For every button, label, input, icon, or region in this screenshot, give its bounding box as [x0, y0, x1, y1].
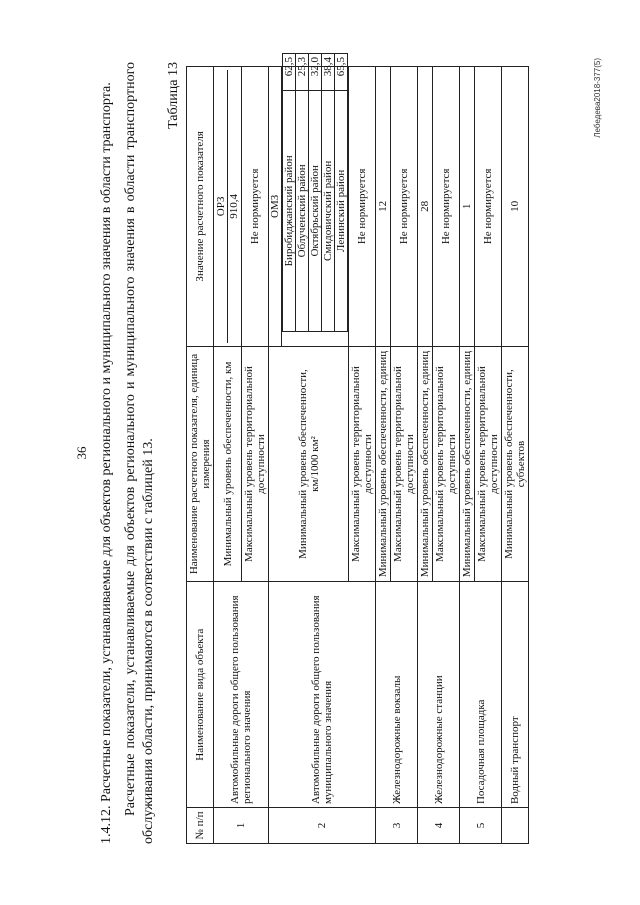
district-value: 62,5 [283, 53, 296, 90]
value-line: 10 [509, 200, 521, 212]
district-value: 32,0 [309, 53, 322, 90]
row-number: 1 [214, 807, 269, 843]
district-name: Ленинский район [335, 90, 348, 331]
district-value: 65,5 [335, 53, 348, 90]
table-row [460, 66, 475, 843]
indicator-value [460, 66, 475, 346]
district-name: Октябрьский район [309, 90, 322, 331]
value-line: Не нормируется [398, 168, 410, 244]
value-line: 910,4 [228, 193, 240, 219]
district-name: Смидовичский район [322, 90, 335, 331]
indicator-name: Минимальный уровень обеспеченности, субъектов [502, 346, 529, 582]
district-name: Биробиджанский район [283, 90, 296, 331]
table-row [269, 66, 349, 843]
header-object: Наименование вида объекта [187, 581, 214, 807]
indicator-name: Минимальный уровень обеспеченности, км/1000 км² [269, 346, 349, 582]
indicator-value [242, 66, 269, 346]
value-line: ОРЗ [215, 70, 228, 343]
object-name: Автомобильные дороги общего пользования регионального значения [214, 581, 269, 807]
indicator-name: Минимальный уровень обеспеченности, единиц [460, 346, 475, 582]
row-number: 5 [460, 807, 502, 843]
table-row [376, 66, 391, 843]
object-name: Посадочная площадка [460, 581, 502, 807]
table-row [502, 66, 529, 843]
value-line: 1 [461, 203, 473, 209]
district-value: 25,3 [296, 53, 309, 90]
indicator-value [376, 66, 391, 346]
indicators-table [186, 56, 529, 844]
page-number: 36 [74, 446, 89, 459]
district-value: 38,4 [322, 53, 335, 90]
indicator-name: Максимальный уровень территориальной доступности [391, 346, 418, 582]
object-name: Железнодорожные станции [418, 581, 460, 807]
indicator-value [349, 66, 376, 346]
table-header-row [187, 66, 214, 843]
indicator-name: Максимальный уровень территориальной доступности [242, 346, 269, 582]
indicator-value [214, 66, 242, 346]
value-line: ОМЗ [269, 67, 282, 346]
indicator-value [418, 66, 433, 346]
value-line: Не нормируется [440, 168, 452, 244]
value-line: Не нормируется [356, 168, 368, 244]
indicator-name: Минимальный уровень обеспеченности, единиц [418, 346, 433, 582]
value-line: 12 [377, 200, 389, 212]
indicator-name: Минимальный уровень обеспеченности, км [214, 346, 242, 582]
district-row [296, 53, 309, 331]
indicator-value [433, 66, 460, 346]
district-row [283, 53, 296, 331]
indicator-value [502, 66, 529, 346]
header-value: Значение расчетного показателя [187, 66, 214, 346]
indicator-name: Минимальный уровень обеспеченности, единиц [376, 346, 391, 582]
table-row [418, 66, 433, 843]
row-number: 3 [376, 807, 418, 843]
row-number [502, 807, 529, 843]
row-number: 4 [418, 807, 460, 843]
object-name: Водный транспорт [502, 581, 529, 807]
indicator-value [391, 66, 418, 346]
district-row [335, 53, 348, 331]
table-body [214, 56, 529, 843]
header-indicator: Наименование расчетного показателя, единица измерения [187, 346, 214, 582]
indicator-name: Максимальный уровень территориальной доступности [349, 346, 376, 582]
header-num: № п/п [187, 807, 214, 843]
object-name: Автомобильные дороги общего пользования муниципального значения [269, 581, 376, 807]
row-number: 2 [269, 807, 376, 843]
district-row [322, 53, 335, 331]
section-heading-paragraph: 1.4.12. Расчетные показатели, устанавливаемые для объектов регионального и муниципального значения в области транспорта. [99, 81, 114, 844]
value-line: Не нормируется [249, 168, 261, 244]
rotated-content [40, 48, 600, 858]
district-table [282, 53, 348, 332]
district-name: Облученский район [296, 90, 309, 331]
value-line: 28 [419, 200, 431, 212]
value-line: Не нормируется [482, 168, 494, 244]
document-stamp: Лебедева2018-377(5) [593, 57, 602, 138]
indicator-name: Максимальный уровень территориальной доступности [475, 346, 502, 582]
section-body-paragraph: Расчетные показатели, устанавливаемые для объектов регионального и муниципального значения в области транспортного обслуживания области, принимаются в соответствии с таблицей 13. [123, 61, 156, 844]
object-name: Железнодорожные вокзалы [376, 581, 418, 807]
indicator-value [475, 66, 502, 346]
district-row [309, 53, 322, 331]
indicator-value [269, 56, 349, 346]
indicator-name: Максимальный уровень территориальной доступности [433, 346, 460, 582]
table-row [214, 66, 242, 843]
table-caption: Таблица 13 [166, 61, 181, 129]
